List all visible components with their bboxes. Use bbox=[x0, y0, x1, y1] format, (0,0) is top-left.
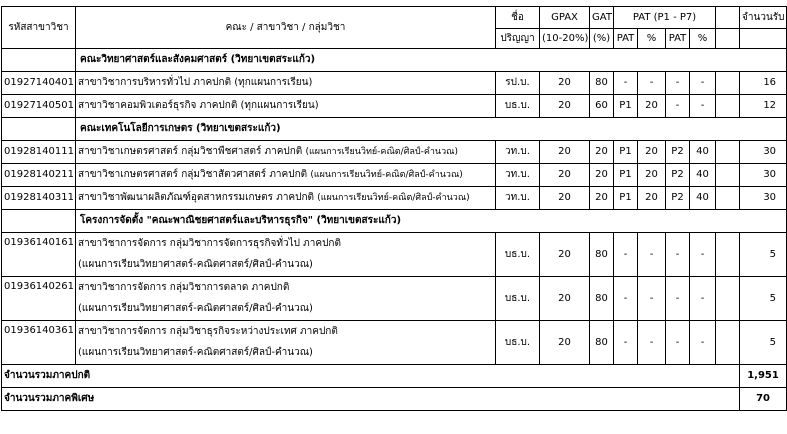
total-value: 70 bbox=[740, 388, 787, 411]
pat1-cell: P1 bbox=[614, 141, 638, 164]
gpax-cell: 20 bbox=[540, 141, 590, 164]
seats-cell: 30 bbox=[740, 187, 787, 210]
pat1-cell: - bbox=[614, 233, 638, 277]
program-note: (แผนการเรียนวิทยาศาสตร์-คณิตศาสตร์/ศิลป์-คำนวณ) bbox=[76, 255, 496, 277]
degree-cell: รป.บ. bbox=[496, 72, 540, 95]
header-blank-2 bbox=[716, 29, 740, 49]
degree-cell: บธ.บ. bbox=[496, 321, 540, 365]
pct2-cell: - bbox=[690, 321, 716, 365]
seats-cell: 5 bbox=[740, 233, 787, 277]
seats-cell: 30 bbox=[740, 164, 787, 187]
gpax-cell: 20 bbox=[540, 233, 590, 277]
program-cell: สาขาวิชาการจัดการ กลุ่มวิชาธุรกิจระหว่างประเทศ ภาคปกติ bbox=[76, 321, 496, 343]
degree-cell: บธ.บ. bbox=[496, 233, 540, 277]
code-cell: 01928140111 bbox=[2, 141, 76, 164]
header-row-1 bbox=[2, 7, 787, 29]
pct1-cell: - bbox=[638, 233, 666, 277]
seats-cell: 5 bbox=[740, 277, 787, 321]
program-note: (แผนการเรียนวิทยาศาสตร์-คณิตศาสตร์/ศิลป์-คำนวณ) bbox=[76, 299, 496, 321]
program-note: (แผนการเรียนวิทย์-คณิต/ศิลป์-คำนวณ) bbox=[310, 170, 463, 180]
pct1-cell: 20 bbox=[638, 141, 666, 164]
program-cell: สาขาวิชาการจัดการ กลุ่มวิชาการจัดการธุรกิจทั่วไป ภาคปกติ bbox=[76, 233, 496, 255]
gat-cell: 80 bbox=[590, 277, 614, 321]
program-name: สาขาวิชาพัฒนาผลิตภัณฑ์อุตสาหกรรมเกษตร ภาคปกติ bbox=[78, 192, 315, 203]
total-row-special bbox=[2, 388, 787, 411]
pct2-cell: 40 bbox=[690, 187, 716, 210]
total-label: จำนวนรวมภาคปกติ bbox=[2, 365, 740, 388]
section-row bbox=[2, 210, 787, 233]
table-row bbox=[2, 95, 787, 118]
pct2-cell: 40 bbox=[690, 141, 716, 164]
pct2-cell: - bbox=[690, 72, 716, 95]
degree-cell: วท.บ. bbox=[496, 141, 540, 164]
degree-cell: วท.บ. bbox=[496, 164, 540, 187]
pat2-cell: P2 bbox=[666, 187, 690, 210]
table-row bbox=[2, 233, 787, 255]
pct2-cell: - bbox=[690, 233, 716, 277]
program-cell: สาขาวิชาการจัดการ กลุ่มวิชาการตลาด ภาคปกติ bbox=[76, 277, 496, 299]
section-row bbox=[2, 118, 787, 141]
header-pat-1: PAT bbox=[614, 29, 638, 49]
program-cell bbox=[76, 141, 496, 164]
header-pct-1: % bbox=[638, 29, 666, 49]
pat1-cell: P1 bbox=[614, 95, 638, 118]
pat2-cell: - bbox=[666, 277, 690, 321]
pat1-cell: - bbox=[614, 72, 638, 95]
header-seats-2 bbox=[740, 29, 787, 49]
pct2-cell: 40 bbox=[690, 164, 716, 187]
program-cell bbox=[76, 187, 496, 210]
section-row bbox=[2, 49, 787, 72]
pct2-cell: - bbox=[690, 277, 716, 321]
section-title: โครงการจัดตั้ง "คณะพาณิชยศาสตร์และบริหารธุรกิจ" (วิทยาเขตสระแก้ว) bbox=[76, 210, 787, 233]
gpax-cell: 20 bbox=[540, 277, 590, 321]
table-row bbox=[2, 141, 787, 164]
pct1-cell: - bbox=[638, 277, 666, 321]
header-pat-2: PAT bbox=[666, 29, 690, 49]
header-gpax-1: GPAX bbox=[540, 7, 590, 29]
gpax-cell: 20 bbox=[540, 164, 590, 187]
gpax-cell: 20 bbox=[540, 95, 590, 118]
program-cell: สาขาวิชาคอมพิวเตอร์ธุรกิจ ภาคปกติ (ทุกแผนการเรียน) bbox=[76, 95, 496, 118]
table-row bbox=[2, 187, 787, 210]
pct1-cell: 20 bbox=[638, 164, 666, 187]
pat1-cell: P1 bbox=[614, 164, 638, 187]
pct1-cell: 20 bbox=[638, 95, 666, 118]
seats-cell: 30 bbox=[740, 141, 787, 164]
seats-cell: 12 bbox=[740, 95, 787, 118]
gat-cell: 80 bbox=[590, 72, 614, 95]
degree-cell: บธ.บ. bbox=[496, 95, 540, 118]
header-gat-1: GAT bbox=[590, 7, 614, 29]
code-cell: 01928140211 bbox=[2, 164, 76, 187]
pat2-cell: P2 bbox=[666, 164, 690, 187]
gat-cell: 20 bbox=[590, 187, 614, 210]
header-pat-group: PAT (P1 - P7) bbox=[614, 7, 716, 29]
admission-table bbox=[1, 6, 787, 411]
gat-cell: 80 bbox=[590, 233, 614, 277]
program-note: (แผนการเรียนวิทย์-คณิต/ศิลป์-คำนวณ) bbox=[305, 147, 458, 157]
header-code: รหัสสาขาวิชา bbox=[2, 7, 76, 49]
table-row bbox=[2, 277, 787, 299]
pat1-cell: - bbox=[614, 321, 638, 365]
header-blank bbox=[716, 7, 740, 29]
header-seats: จำนวนรับ bbox=[740, 7, 787, 29]
total-value: 1,951 bbox=[740, 365, 787, 388]
header-gpax-2: (10-20%) bbox=[540, 29, 590, 49]
pct1-cell: - bbox=[638, 72, 666, 95]
program-cell: สาขาวิชาการบริหารทั่วไป ภาคปกติ (ทุกแผนการเรียน) bbox=[76, 72, 496, 95]
gat-cell: 60 bbox=[590, 95, 614, 118]
gat-cell: 20 bbox=[590, 164, 614, 187]
pat1-cell: P1 bbox=[614, 187, 638, 210]
gpax-cell: 20 bbox=[540, 72, 590, 95]
section-title: คณะเทคโนโลยีการเกษตร (วิทยาเขตสระแก้ว) bbox=[76, 118, 787, 141]
header-degree-1: ชื่อ bbox=[496, 7, 540, 29]
pat1-cell: - bbox=[614, 277, 638, 321]
program-cell bbox=[76, 164, 496, 187]
pat2-cell: - bbox=[666, 321, 690, 365]
table-row bbox=[2, 72, 787, 95]
program-name: สาขาวิชาเกษตรศาสตร์ กลุ่มวิชาสัตวศาสตร์ ภาคปกติ bbox=[78, 169, 308, 180]
degree-cell: บธ.บ. bbox=[496, 277, 540, 321]
code-cell: 01927140401 bbox=[2, 72, 76, 95]
total-label: จำนวนรวมภาคพิเศษ bbox=[2, 388, 740, 411]
pat2-cell: - bbox=[666, 233, 690, 277]
code-cell: 01936140161 bbox=[2, 233, 76, 277]
program-name: สาขาวิชาเกษตรศาสตร์ กลุ่มวิชาพืชศาสตร์ ภาคปกติ bbox=[78, 146, 303, 157]
gpax-cell: 20 bbox=[540, 187, 590, 210]
code-cell: 01936140361 bbox=[2, 321, 76, 365]
degree-cell: วท.บ. bbox=[496, 187, 540, 210]
code-cell: 01928140311 bbox=[2, 187, 76, 210]
pct2-cell: - bbox=[690, 95, 716, 118]
pat2-cell: P2 bbox=[666, 141, 690, 164]
program-note: (แผนการเรียนวิทยาศาสตร์-คณิตศาสตร์/ศิลป์-คำนวณ) bbox=[76, 343, 496, 365]
section-title: คณะวิทยาศาสตร์และสังคมศาสตร์ (วิทยาเขตสระแก้ว) bbox=[76, 49, 787, 72]
header-pct-2: % bbox=[690, 29, 716, 49]
code-cell: 01927140501 bbox=[2, 95, 76, 118]
total-row-regular bbox=[2, 365, 787, 388]
gat-cell: 80 bbox=[590, 321, 614, 365]
table-row bbox=[2, 321, 787, 343]
gat-cell: 20 bbox=[590, 141, 614, 164]
seats-cell: 16 bbox=[740, 72, 787, 95]
program-note: (แผนการเรียนวิทย์-คณิต/ศิลป์-คำนวณ) bbox=[317, 193, 470, 203]
table-row bbox=[2, 164, 787, 187]
header-gat-2: (%) bbox=[590, 29, 614, 49]
pct1-cell: 20 bbox=[638, 187, 666, 210]
pat2-cell: - bbox=[666, 72, 690, 95]
seats-cell: 5 bbox=[740, 321, 787, 365]
pct1-cell: - bbox=[638, 321, 666, 365]
header-program: คณะ / สาขาวิชา / กลุ่มวิชา bbox=[76, 7, 496, 49]
pat2-cell: - bbox=[666, 95, 690, 118]
code-cell: 01936140261 bbox=[2, 277, 76, 321]
header-degree-2: ปริญญา bbox=[496, 29, 540, 49]
gpax-cell: 20 bbox=[540, 321, 590, 365]
